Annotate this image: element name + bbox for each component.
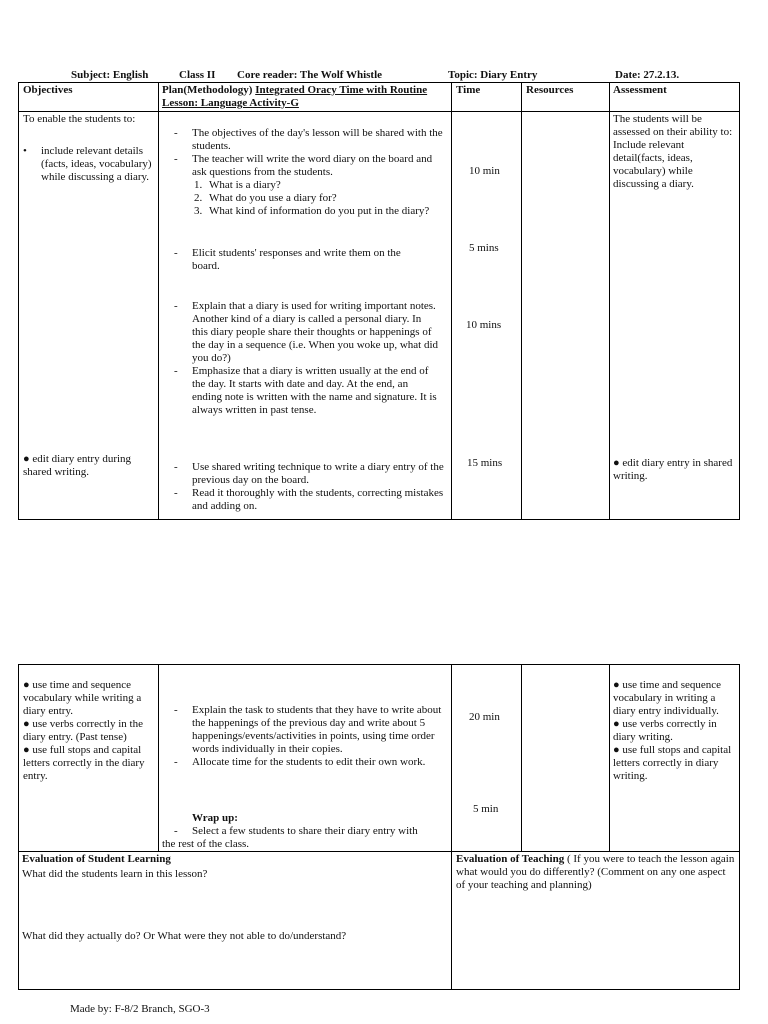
time-5: 20 min xyxy=(469,711,500,723)
objective-2: ● edit diary entry during shared writing. xyxy=(23,453,132,478)
wrap-up-title: Wrap up: xyxy=(192,812,238,824)
date-label: Date: 27.2.13. xyxy=(615,69,680,81)
class-label: Class II xyxy=(179,69,216,81)
plan-prefix: Plan(Methodology) xyxy=(162,84,253,96)
objective-1: • include relevant details (facts, ideas, vocabulary) while discussing a diary. xyxy=(23,145,152,183)
question-3: What kind of information do you put in the diary? xyxy=(209,205,430,217)
eval-teaching-text: ( If you were to teach the lesson again what would you do differently? (Comment on any one aspect of your teaching and planning) xyxy=(456,853,735,891)
subject-label: Subject: English xyxy=(71,69,149,81)
eval-teaching xyxy=(456,853,736,892)
objectives-2: ● use time and sequence vocabulary while writing a diary entry. ● use verbs correctly in the diary entry. (Past tense) ● use full stops and capital letters correctly in the diary entry. xyxy=(23,679,145,782)
assessment-2: ● edit diary entry in shared writing. xyxy=(613,457,733,482)
time-2: 5 mins xyxy=(469,242,499,254)
col-resources: Resources xyxy=(526,84,574,96)
time-3: 10 mins xyxy=(466,319,502,331)
col-objectives: Objectives xyxy=(23,84,73,96)
time-1: 10 min xyxy=(469,165,500,177)
time-6: 5 min xyxy=(473,803,499,815)
plan-block-4: - Use shared writing technique to write a diary entry of the previous day on the board. - Read it thoroughly with the students, correcting mistakes and adding on. xyxy=(174,461,444,512)
plan-block-2: - Elicit students' responses and write them on the board. xyxy=(174,247,401,272)
col-plan xyxy=(162,84,452,110)
question-2: What do you use a diary for? xyxy=(209,192,337,204)
plan-block-5: - Explain the task to students that they have to write about the happenings of the previous day and write about 5 happenings/events/activities in points, using time order words individually in their copies. - Allocate time for the students to edit their own work. xyxy=(174,704,442,768)
wrap-up-text-2: the rest of the class. xyxy=(162,838,250,850)
plan-underlined: Integrated Oracy Time with Routine xyxy=(255,84,428,96)
assessment-3: ● use time and sequence vocabulary in writing a diary entry individually. ● use verbs correctly in diary writing. ● use full stops and capital letters correctly in diary writing. xyxy=(613,679,732,782)
core-reader-label: Core reader: The Wolf Whistle xyxy=(237,69,383,81)
assessment-1: The students will be assessed on their ability to: Include relevant detail(facts, ideas, vocabulary) while discussing a diary. xyxy=(613,113,733,190)
eval-teaching-title: Evaluation of Teaching xyxy=(456,853,565,865)
plan-line2: Lesson: Language Activity-G xyxy=(162,97,299,109)
wrap-up-text: - Select a few students to share their diary entry with xyxy=(174,825,418,837)
footer-note: Made by: F-8/2 Branch, SGO-3 xyxy=(70,1003,210,1015)
eval-student-title: Evaluation of Student Learning xyxy=(22,853,171,865)
time-4: 15 mins xyxy=(467,457,503,469)
objectives-intro: To enable the students to: xyxy=(23,113,136,125)
question-1: What is a diary? xyxy=(209,179,281,191)
plan-block-3: - Explain that a diary is used for writing important notes. Another kind of a diary is called a personal diary. In this diary people share their thoughts or happenings of the day in a sequence (i.e. When you woke up, what did you do?) - Emphasize that a diary is written usually at the end of the day. It starts with date and day. At the end, an ending note is written with the name and signature. It is always written in past tense. xyxy=(174,300,439,416)
plan-block-1: - The objectives of the day's lesson will be shared with the students. - The teacher will write the word diary on the board and ask questions from the students. 1. What is a diary? 2. What do you use a diary for? 3. What kind of information do you put in the diary? xyxy=(174,127,443,217)
col-time: Time xyxy=(456,84,481,96)
topic-label: Topic: Diary Entry xyxy=(448,69,538,81)
col-assessment: Assessment xyxy=(613,84,667,96)
eval-student-q2: What did they actually do? Or What were they not able to do/understand? xyxy=(22,930,347,942)
eval-student-q1: What did the students learn in this lesson? xyxy=(22,868,208,880)
